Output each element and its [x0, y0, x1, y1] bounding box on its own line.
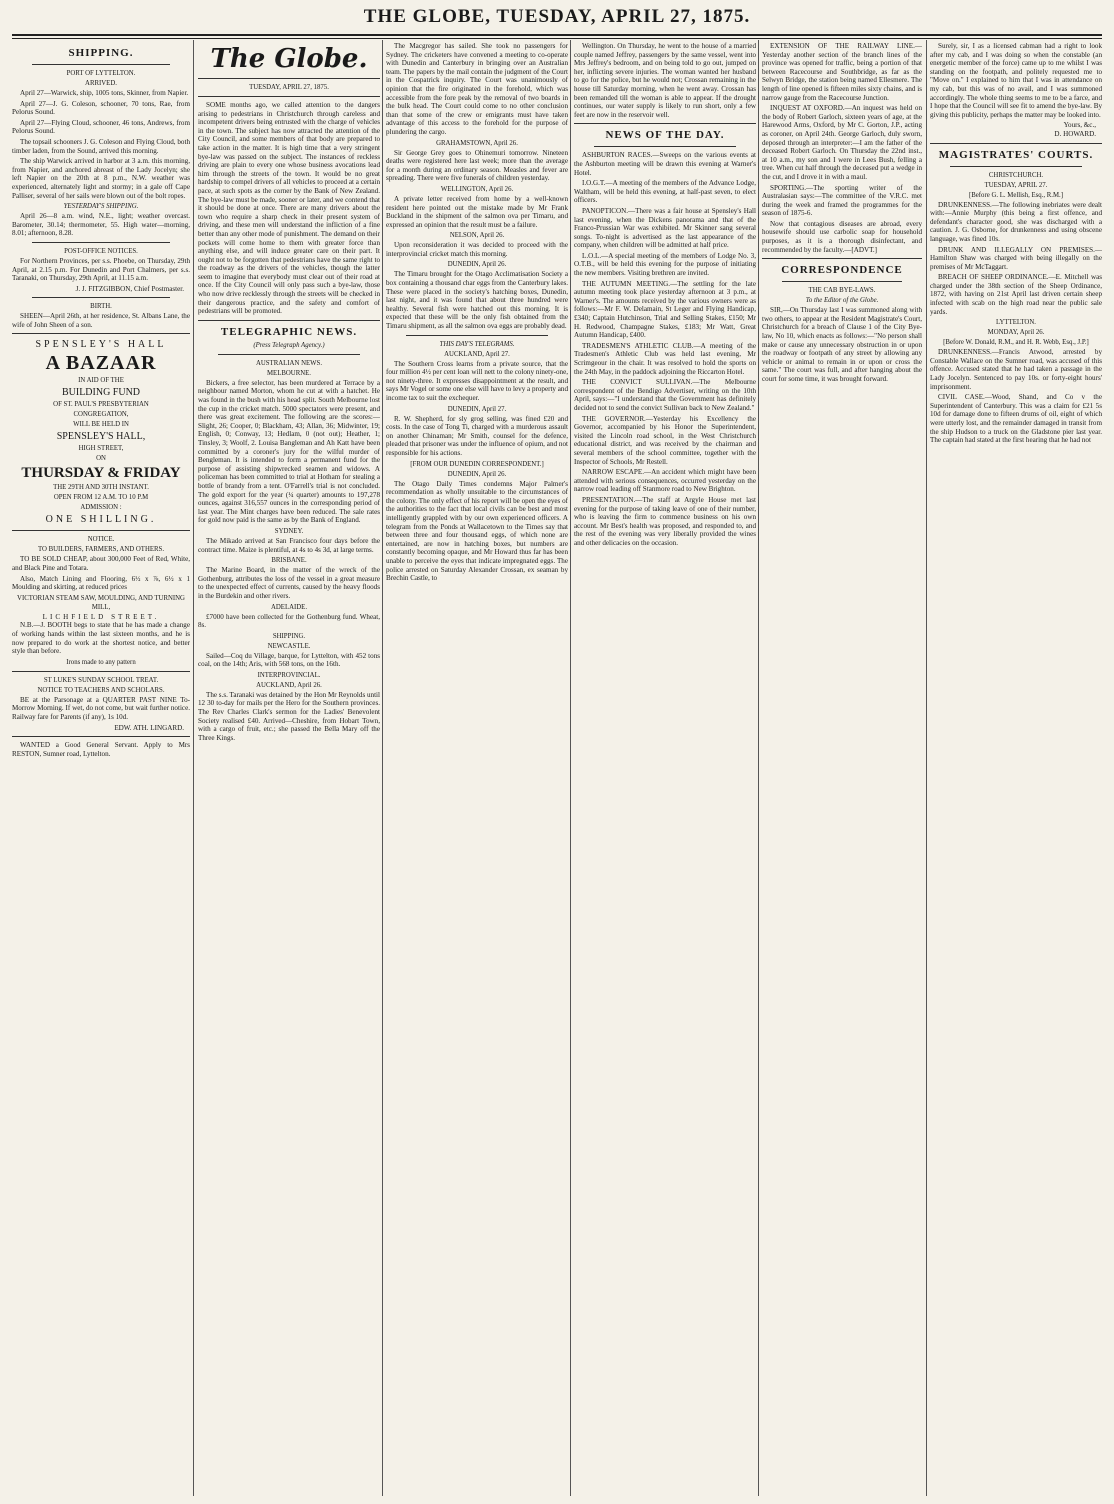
court-case: BREACH OF SHEEP ORDINANCE.—E. Mitchell was charged under the 38th section of the Sheep Ordinance, 1872, with having on 21st April last driven certain sheep infected with scab on the high road near the public sale yards. [930, 273, 1102, 316]
dateline-brisbane: BRISBANE. [271, 557, 307, 565]
dateline-wellington: WELLINGTON, April 26. [440, 185, 514, 193]
court-before: [Before G. L. Mellish, Esq., R.M.] [968, 191, 1063, 199]
court-case: DRUNKENNESS.—The following inebriates were dealt with:—Annie Murphy (this being a first offence, and defendant's character good, she was discharged with a caution. J. G. Osborne, for drunkenness and using obscene language, was fined 10s. [930, 200, 1102, 243]
globe-date: TUESDAY, APRIL 27, 1875. [249, 84, 329, 91]
bazaar-street: HIGH STREET, [78, 445, 124, 453]
court-lyttelton-before: [Before W. Donald, R.M., and H. R. Webb, Esq., J.P.] [943, 339, 1089, 347]
letter-body: SIR,—On Thursday last I was summoned along with two others, to appear at the Resident Magistrate's Court, Christchurch for a breach of Clause 1 of the City Bye-law, No 10, which enacts as follows:—"No person shall make or cause any unnecessary obstruction in or upon the roadway or footpath of any street by allowing any vehicle or animal to remain in or upon or cross the same." The court was full, and after hanging about the court for some time, it was brought forward. [762, 306, 922, 383]
mill-name: VICTORIAN STEAM SAW, MOULDING, AND TURNING MILL, [17, 594, 185, 611]
dateline-auckland: AUCKLAND, April 26. [256, 681, 322, 689]
news-item: INQUEST AT OXFORD.—An inquest was held on the body of Robert Garloch, sixteen years of age, at the Harewood Arms, Oxford, by Mr C. Gorton, J.P., acting as coroner, on April 24th. George Garloch, duly sworn, deposed through an interpreter:—I am the father of the deceased Robert Garloch. On Thursday the 22nd inst., at 10 a.m., my son and I were in Lees Bush, felling a tree. When cut half through the deceased put a wedge in the cut, and I drove it in with a maul. [762, 104, 922, 181]
hall-title: SPENSLEY'S HALL [35, 339, 167, 351]
stlukes-sub: NOTICE TO TEACHERS AND SCHOLARS. [37, 686, 165, 694]
bazaar-admission: ADMISSION : [80, 504, 122, 512]
masthead-rule [12, 34, 1102, 39]
brisbane-news: The Marine Board, in the matter of the wreck of the Gothenburg, attributes the loss of the vessel in a great measure to the unexpected effect of currents, caused by the heavy floods in the Burdekin and other rivers. [198, 566, 380, 600]
dateline-melbourne: MELBOURNE. [267, 369, 311, 377]
post-office-text: For Northern Provinces, per s.s. Phoebe, on Thursday, 29th April, at 2.15 p.m. For Dunedin and Port Chalmers, per s.s. Taranaki, on Thursday, 29th April, at 11.15 a.m. [12, 256, 190, 283]
dateline-sydney: SYDNEY. [274, 527, 304, 535]
courts-heading: MAGISTRATES' COURTS. [938, 148, 1094, 161]
dateline-auckland-27: AUCKLAND, April 27. [444, 350, 510, 358]
column-rule [193, 40, 194, 1496]
bazaar-title: A BAZAAR [45, 352, 157, 375]
dateline-dunedin: DUNEDIN, April 26. [447, 261, 507, 269]
news-item: I.O.G.T.—A meeting of the members of the Advance Lodge, Waltham, will be held this evening, at half-past seven, to elect officers. [574, 179, 756, 205]
column-rule [570, 40, 571, 1496]
court-christchurch: CHRISTCHURCH. [988, 171, 1044, 179]
shipping-paragraph: The ship Warwick arrived in harbor at 3 a.m. this morning, from Napier, and anchored abreast of the Lady Jocelyn; she left Napier on the 20th at 8 p.m., N.W. weather was experienced, alternately light and stormy; in a gale off Cape Palliser, several of her sails were blown out of the bolt ropes. [12, 157, 190, 200]
postmaster-signature: J. J. FITZGIBBON, Chief Postmaster. [75, 284, 184, 293]
news-item: PRESENTATION.—The staff at Argyle House met last evening for the purpose of taking leave of one of their number, who is leaving the firm to commence business on his own account. Mr Best's health was proposed, and responded to, and the rest of the evening was very liberally provided the wines and other delicacies on the occasion. [574, 495, 756, 547]
timber-text: TO BE SOLD CHEAP, about 300,000 Feet of Red, White, and Black Pine and Totara. [12, 555, 190, 573]
dateline-dunedin-27: DUNEDIN, April 27. [447, 405, 507, 413]
dateline-adelaide: ADELAIDE. [270, 603, 308, 611]
interprovincial-heading: INTERPROVINCIAL. [257, 671, 321, 679]
bazaar-congregation: CONGREGATION, [73, 411, 129, 419]
news-heading: NEWS OF THE DAY. [605, 129, 725, 142]
court-date: TUESDAY, APRIL 27. [984, 181, 1048, 189]
bazaar-days: THURSDAY & FRIDAY [21, 465, 181, 482]
newcastle-news: Sailed—Coq du Village, barque, for Lyttelton, with 452 tons coal, on the 14th; Aris, with 568 tons, on the 16th. [198, 651, 380, 669]
wellington-news: A private letter received from home by a well-known resident here pointed out the mistake made by Mr Frank Buckland in the shipment of the salmon ova per Timaru, and expressed an opinion that the result must be a failure. [386, 194, 568, 229]
letter-closing: Yours, &c., [1063, 121, 1096, 130]
birth-text: SHEEN—April 26th, at her residence, St. Albans Lane, the wife of John Sheen of a son. [12, 312, 190, 329]
letter-signature: D. HOWARD. [1054, 129, 1096, 138]
australian-heading: AUSTRALIAN NEWS. [255, 359, 323, 367]
dunedin-27-news: R. W. Shepherd, for sly grog selling, was fined £20 and costs. In the case of Tong Ti, charged with a murderous assault on another Chinaman; Mr Smith, counsel for the defence, pleaded that prisoner was under the influence of opium, and not responsible for his actions. [386, 414, 568, 457]
bazaar-held: WILL BE HELD IN [73, 421, 129, 429]
letter-title: THE CAB BYE-LAWS. [808, 287, 876, 295]
column-rule [382, 40, 383, 1496]
melbourne-news: Bickers, a free selector, has been murdered at Terrace by a neighbour named Morton, whom he cut at with a hatchet. He was found in the bush with his head split. South Melbourne lost the cup in the cricket match. 5000 spectators were present, and there was great excitement. The following are the scores:—Slight, 26; Cooper, 0; Blackham, 43; Allan, 36; Midwinter, 19; English, 0; Conway, 13; Hedlam, 0 (not out); Heather, 1; Tinsley, 3; Woolf, 2. Louisa Bangleman and Ah Katt have been committed by a coroner's jury for the wilful murder of Bengleman. It is intended to form a permanent fund for the purpose of assisting shipwrecked seamen and widows. A policeman has been committed to trial at Hotham for stealing a bottle of brandy from a tent. O'Farrell's trial is not concluded. The gold export for the year (¼ quarter) amounts to 197,278 ounces, against 316,557 ounces in the corresponding period of last year. The Mint charges have been reduced. The sale rates for gold now paid is the same as by the Bank of England. [198, 378, 380, 525]
news-item: THE AUTUMN MEETING.—The settling for the late autumn meeting took place yesterday afternoon at 3 p.m., at Warner's. The amounts received by the various owners were as follows:—Mr F. W. Delamain, St Leger and Flying Handicap, £340; Captain Hutchinson, Trial and Selling Stakes, £150; Mr H. Redwood, Champagne Stakes, £183; Mr Watt, Great Autumn Handicap, £400. [574, 279, 756, 340]
news-item: ASHBURTON RACES.—Sweeps on the various events at the Ashburton meeting will be drawn this evening at Warner's Hotel. [574, 151, 756, 177]
stlukes-heading: ST LUKE'S SUNDAY SCHOOL TREAT. [43, 676, 159, 684]
news-item: Now that contagious diseases are abroad, every housewife should use carbolic soap for household purposes, as it is a thorough disinfectant, and recommended by the faculty.—[ADVT.] [762, 219, 922, 254]
grahamstown-news: Sir George Grey goes to Ohinemuri tomorrow. Nineteen deaths were registered here last week; more than the average for a month during an ordinary season. Measles and fever are spreading. There were five funerals of children yesterday. [386, 148, 568, 183]
column-local [762, 42, 922, 1494]
column-shipping [12, 42, 190, 1494]
column-courts [930, 42, 1102, 1494]
shipping-news-heading: SHIPPING. [272, 632, 306, 640]
timber-also: Also, Match Lining and Flooring, 6½ x ⅞, 6½ x 1 Moulding and skirting, at reduced prices [12, 574, 190, 592]
column-rule [758, 40, 759, 1496]
column-leader [198, 42, 380, 1494]
mill-note: N.B.—J. BOOTH begs to state that he has made a change of working hands within the last sixteen months, and he is now prepared to do work at the shortest notice, and better style than before. [12, 621, 190, 656]
yesterday-heading: YESTERDAY'S SHIPPING. [63, 203, 139, 211]
telegraphic-heading: TELEGRAPHIC NEWS. [220, 325, 358, 338]
arrival-item: April 27—J. G. Coleson, schooner, 70 tons, Rae, from Pelorus Sound. [12, 99, 190, 117]
column-rule [926, 40, 927, 1496]
column-news [574, 42, 756, 1494]
correspondence-heading: CORRESPONDENCE [781, 264, 903, 277]
post-office-heading: POST-OFFICE NOTICES. [64, 247, 138, 255]
bazaar-open: OPEN FROM 12 A.M. TO 10 P.M [53, 494, 149, 502]
dateline-grahamstown: GRAHAMSTOWN, April 26. [436, 139, 518, 147]
shipping-paragraph: The topsail schooners J. G. Coleson and Flying Cloud, both timber laden, from the Sound, arrived this morning. [12, 137, 190, 155]
otago-news: The Otago Daily Times condemns Major Palmer's recommendation as wholly unsuitable to the circumstances of the colony. The only effect of his report will be open the eyes of the authorities to the fact that local civils can be best and most intelligently grappled with by our own experienced officers. A telegram from the Ponds at Wallacetown to the Times say that between three and four thousand eggs, of which none are entertained, are now in hatching boxes, but numbers are constantly becoming opaque, and Mr Howard thus far has been unable to perceive the eyes that indicate impregnated eggs. The police arrested on Saturday Alexander Crossan, ex seaman by Brechin Castle, to [386, 479, 568, 583]
auckland-27-news: The Southern Cross learns from a private source, that the four million 4½ per cent loan will nett to the colony ninety-one, not ninety-three. It expresses disappointment at the result, and says Mr Vogel or some one else will have to levy a property and income tax to suit the exchequer. [386, 359, 568, 402]
leader-article: SOME months ago, we called attention to the dangers arising to pedestrians in Christchurch through careless and incompetent drivers being entrusted with the charge of vehicles in the town. The subject has now attracted the attention of the City Council, and some members of that body are prepared to take action in the matter. It is high time that a very stringent bye-law was passed on the subject. The instances of reckless driving are plain to every one whose business avocations lead him through the streets of the town. It would be no great hardship to compel drivers of all vehicles to proceed at a certain pace, at such spots as the corner by the Bank of New Zealand. The bye-law must be made, sooner or later, and we contend that it should be done at once. There are many drivers about the town who require a sharp check in their present system of driving, and these men will understand the infliction of a fine better than any other mode of punishment. The demand on their pockets will come home to them with greater force than anything else, and will induce greater care on their part. It ought not to be forgotten that pedestrians have the same right to the roadway as the drivers of the vehicles, though the latter seem to imagine that everybody must clear out of their road at once. If the City Council will only pass such a bye-law, those who now drive recklessly through the streets will be checked in their dangerous practice, and the safety and comfort of pedestrians will be promoted. [198, 101, 380, 316]
port-heading: PORT OF LYTTELTON. [66, 70, 136, 77]
shipping-heading: SHIPPING. [68, 47, 134, 59]
court-lyttelton-date: MONDAY, April 26. [987, 329, 1045, 337]
court-lyttelton: LYTTELTON. [996, 319, 1036, 327]
news-item: SPORTING.—The sporting writer of the Australasian says:—The committee of the V.R.C. met during the week and framed the programmes for the season of 1875-6. [762, 183, 922, 218]
telegraphic-agency: (Press Telegraph Agency.) [253, 341, 325, 349]
yesterday-paragraph: April 26—8 a.m. wind, N.E., light; weather overcast. Barometer, 30.14; thermometer, 55. High water—morning, 8.01; afternoon, 8.28. [12, 212, 190, 238]
dunedin-news: The Timaru brought for the Otago Acclimatisation Society a box containing a thousand char eggs from the Canterbury lakes. These were placed in the society's hatching boxes, Dunedin, last night, and it was found that about three hundred were healthy. Several fish were hatched out this morning. It is expected that these will be the only fish obtained from the Timaru shipment, as all the salmon ova eggs are probably dead. [386, 270, 568, 331]
correspondent-heading: [FROM OUR DUNEDIN CORRESPONDENT.] [410, 460, 544, 468]
auckland-news: The s.s. Taranaki was detained by the Hon Mr Reynolds until 12 30 to-day for mails per the Hero for the Southern provinces. The Rev Charles Clark's sermon for the Ladies' Benevolent Society realised £40. Arrived—Cheshire, from Hobart Town, with a cargo of fruit, etc.; she passed the Bella Mary off the Three Kings. [198, 690, 380, 742]
continued-text: Wellington. On Thursday, he went to the house of a married couple named Jeffrey, passengers by the same vessel, went into Mrs Jeffrey's bedroom, and on being told to go out, jumped on her, inflicting severe injuries. The woman wanted her husband to go for the police, but he would not; Crossan remaining in the house till Saturday morning, when he went away. Crossan has been remanded till the woman is able to appear. If the drought continues, our water supply is likely to run short, only a few feet are now in the reservoir well. [574, 42, 756, 119]
dateline-newcastle: NEWCASTLE. [267, 642, 311, 650]
todays-telegrams-heading: THIS DAY'S TELEGRAMS. [439, 340, 515, 348]
arrived-label: ARRIVED. [85, 80, 117, 87]
letter-continued: Surely, sir, I as a licensed cabman had a right to look after my cab, and I was doing so when the constable (an energetic member of the force) came up to me whilst I was standing on the footpath, and politely requested me to "Move on." I explained to him that I was in attendance on my cab, but this was of no avail, and I was summoned accordingly. The whole thing seems to me to be a farce, and I hope that the Council will see fit to amend the bye-law. By giving this publicity, perhaps the matter may be looked into. [930, 42, 1102, 119]
sydney-news: The Mikado arrived at San Francisco four days before the contract time. Maize is plentiful, at 4s to 4s 3d, at large terms. [198, 536, 380, 554]
news-item: TRADESMEN'S ATHLETIC CLUB.—A meeting of the Tradesmen's Athletic Club was held last evening, Mr Scrimgeour in the chair. It was resolved to hold the sports on the 24th May, in the paddock adjoining the Riccarton Hotel. [574, 341, 756, 376]
news-item: L.O.L.—A special meeting of the members of Lodge No. 3, O.T.B., will be held this evening for the purpose of initiating the new members. Visiting brethren are invited. [574, 251, 756, 278]
irons-note: Irons made to any pattern [66, 658, 136, 666]
court-case: DRUNK AND ILLEGALLY ON PREMISES.—Hamilton Shaw was charged with being illegally on the premises of Mr McTaggart. [930, 245, 1102, 271]
bazaar-on: ON [96, 455, 106, 463]
court-case: DRUNKENNESS.—Francis Atwood, arrested by Constable Wallace on the Sumner road, was accused of this offence. Accused stated that he had taken a passage in the Lady Jocelyn. Sentenced to pay 10s. or forty-eight hours' imprisonment. [930, 348, 1102, 391]
bazaar-church: OF ST. PAUL'S PRESBYTERIAN [53, 401, 149, 409]
bazaar-dates: THE 29TH AND 30TH INSTANT. [53, 484, 149, 492]
column-telegrams [386, 42, 568, 1494]
arrival-item: April 27—Warwick, ship, 1005 tons, Skinner, from Napier. [20, 89, 189, 97]
builders-heading: TO BUILDERS, FARMERS, AND OTHERS. [37, 546, 165, 554]
mill-street: LICHFIELD STREET. [42, 612, 160, 621]
stlukes-text: BE at the Parsonage at a QUARTER PAST NINE To-Morrow Morning. If wet, do not come, but wait further notice. Railway fare for Parents (if any), 1s 10d. [12, 695, 190, 721]
letter-address: To the Editor of the Globe. [805, 297, 879, 305]
news-item: THE GOVERNOR.—Yesterday his Excellency the Governor, accompanied by his Honor the Superintendent, visited the Lincoln road school, in the West Christchurch educational district, and was received by the chairman and several members of the school committee, together with the Inspector of Schools, Mr Restell. [574, 414, 756, 466]
court-case: CIVIL CASE.—Wood, Shand, and Co v the Superintendent of Canterbury. This was a claim for £21 5s 10d for damage done to fifteen drums of oil, eight of which were utterly lost, and the remainder damaged in transit from the ship Hudson to a truck on the Gladstone pier last year. The captain had stated at the first hearing that he had not [930, 393, 1102, 445]
wanted-ad: WANTED a Good General Servant. Apply to Mrs RESTON, Sumner road, Lyttelton. [12, 741, 190, 758]
globe-title: The Globe. [210, 44, 368, 74]
arrival-item: April 27—Flying Cloud, schooner, 46 tons, Andrews, from Pelorus Sound. [12, 118, 190, 136]
telegram-text: The Macgregor has sailed. She took no passengers for Sydney. The cricketers have convened a meeting to co-operate with Dunedin and Canterbury in bringing over an Australian team. The papers by the mail contain the judgment of the Court in the Cospatrick inquiry. The Court was unanimously of opinion that the fire originated in the forehold, which was accessible from the fore peak by the removal of two boards in the bulk head. The Court could come to no other conclusion than that some of the crew or emigrants must have taken advantage of this access to the forehold for the purpose of plundering the cargo. [386, 42, 568, 136]
dateline-nelson: NELSON, April 26. [449, 232, 505, 240]
news-item: PANOPTICON.—There was a fair house at Spensley's Hall last evening, when the Dickens panorama and that of the Franco-Prussian War was exhibited. Mr Skinner sang several songs. To-night is advertised as the last appearance of the company, when children will be admitted at half price. [574, 206, 756, 250]
bazaar-aid: IN AID OF THE [78, 377, 124, 385]
dateline-dunedin-26: DUNEDIN, April 26. [447, 470, 507, 478]
bazaar-fund: BUILDING FUND [61, 387, 141, 399]
lingard-signature: EDW. ATH. LINGARD. [114, 723, 184, 732]
bazaar-venue: SPENSLEY'S HALL, [56, 431, 146, 443]
news-item: THE CONVICT SULLIVAN.—The Melbourne correspondent of the Bendigo Advertiser, writing on the 10th April, says:—"I understand that the Government has definitely decided not to send the convict Sullivan back to New Zealand." [574, 378, 756, 412]
news-item: NARROW ESCAPE.—An accident which might have been attended with serious consequences, occurred yesterday on the narrow road leading off Stanmore road to New Brighton. [574, 468, 756, 494]
birth-heading: BIRTH. [90, 303, 112, 311]
bazaar-price: ONE SHILLING. [45, 514, 157, 526]
notice-heading: NOTICE. [87, 536, 115, 544]
news-item: EXTENSION OF THE RAILWAY LINE.—Yesterday another section of the branch lines of the province was opened for traffic, being a portion of that between Racecourse and Southbridge, as far as the Selwyn Bridge, the station being named Ellesmere. The length of line opened is fifteen miles sixty chains, and is narrow gauge from the Racecourse Junction. [762, 42, 922, 102]
adelaide-news: £7000 have been collected for the Gothenburg fund. Wheat, 8s. [198, 612, 380, 630]
masthead: THE GLOBE, TUESDAY, APRIL 27, 1875. [363, 6, 751, 27]
nelson-news: Upon reconsideration it was decided to proceed with the interprovincial cricket match this morning. [386, 241, 568, 258]
